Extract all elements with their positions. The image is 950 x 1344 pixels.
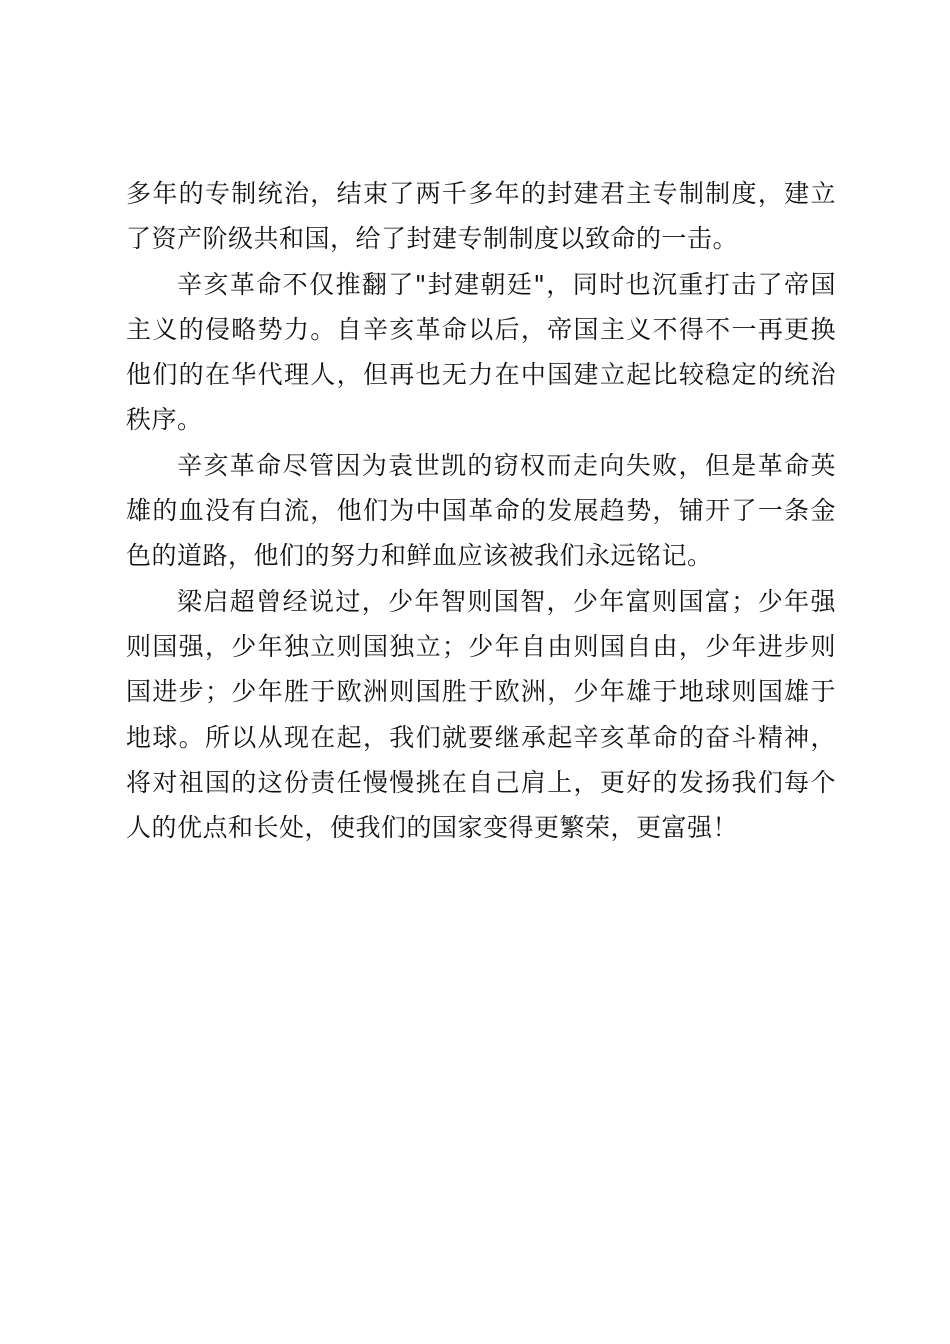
paragraph-continued: 多年的专制统治，结束了两千多年的封建君主专制制度，建立了资产阶级共和国，给了封建专制制度以致命的一击。 xyxy=(126,179,836,254)
document-body xyxy=(126,171,836,850)
paragraph: 辛亥革命尽管因为袁世凯的窃权而走向失败，但是革命英雄的血没有白流，他们为中国革命的发展趋势，铺开了一条金色的道路，他们的努力和鲜血应该被我们永远铭记。 xyxy=(126,450,836,571)
paragraph: 梁启超曾经说过，少年智则国智，少年富则国富；少年强则国强，少年独立则国独立；少年自由则国自由，少年进步则国进步；少年胜于欧洲则国胜于欧洲，少年雄于地球则国雄于地球。所以从现在起，我们就要继承起辛亥革命的奋斗精神，将对祖国的这份责任慢慢挑在自己肩上，更好的发扬我们每个人的优点和长处，使我们的国家变得更繁荣，更富强！ xyxy=(126,586,836,843)
paragraph: 辛亥革命不仅推翻了"封建朝廷"，同时也沉重打击了帝国主义的侵略势力。自辛亥革命以后，帝国主义不得不一再更换他们的在华代理人，但再也无力在中国建立起比较稳定的统治秩序。 xyxy=(126,269,836,435)
